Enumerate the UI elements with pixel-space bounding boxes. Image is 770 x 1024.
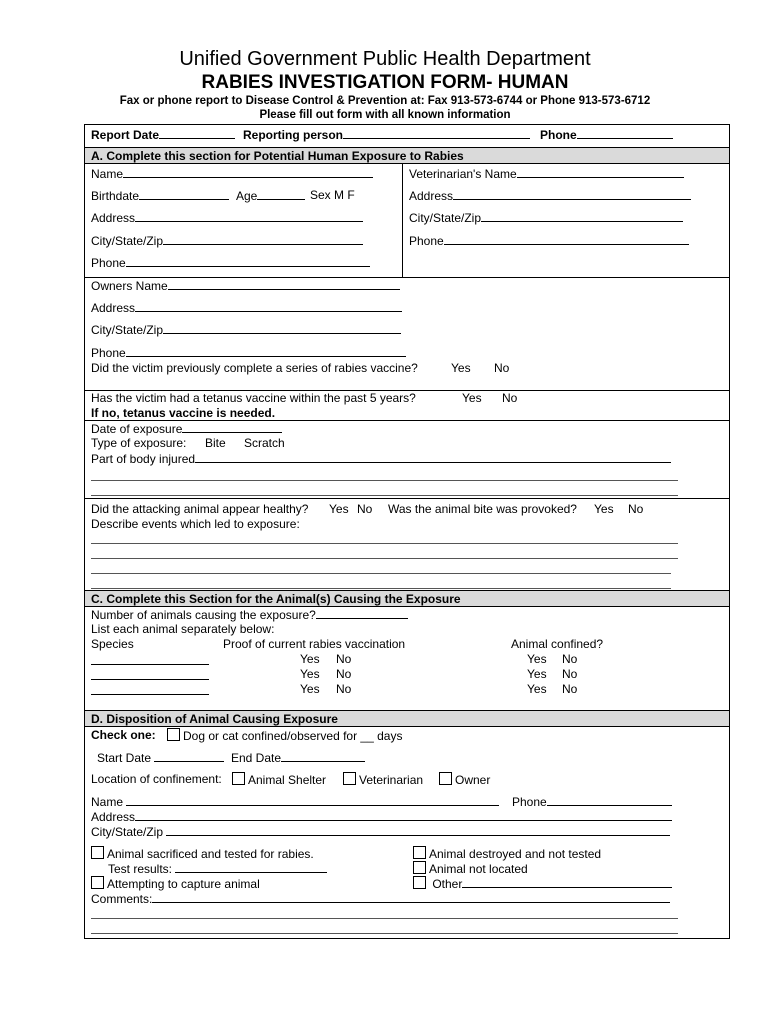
owner-phone-label: Phone	[91, 346, 126, 360]
vaccination-header: Proof of current rabies vaccination	[223, 637, 406, 651]
other-label: Other	[432, 877, 463, 891]
sacrificed-option[interactable]	[91, 846, 314, 861]
owner-phone-field[interactable]	[91, 345, 406, 360]
victim-address-label: Address	[91, 211, 136, 225]
section-d-heading: D. Disposition of Animal Causing Exposure	[91, 712, 338, 726]
disposition-address-field[interactable]	[91, 809, 672, 824]
reporting-person-label: Reporting person	[243, 128, 344, 142]
tetanus-note: If no, tetanus vaccine is needed.	[91, 406, 276, 420]
owner-name-label: Owners Name	[91, 279, 168, 293]
body-part-field[interactable]	[91, 451, 671, 466]
vet-address-field[interactable]	[409, 188, 691, 203]
victim-name-field[interactable]	[91, 166, 373, 181]
capture-label: Attempting to capture animal	[107, 877, 260, 891]
victim-phone-field[interactable]	[91, 255, 370, 270]
not-located-option[interactable]	[413, 861, 528, 876]
victim-city-field[interactable]	[91, 233, 363, 248]
veterinarian-checkbox[interactable]	[343, 772, 356, 785]
vet-address-label: Address	[409, 189, 454, 203]
vet-name-field[interactable]	[409, 166, 684, 181]
start-date-field[interactable]	[97, 750, 224, 765]
animal-count-label: Number of animals causing the exposure?	[91, 608, 316, 622]
shelter-checkbox[interactable]	[232, 772, 245, 785]
victim-phone-label: Phone	[91, 256, 126, 270]
confined-no-1[interactable]: No	[562, 652, 578, 666]
species-header: Species	[91, 637, 134, 651]
vet-phone-label: Phone	[409, 234, 444, 248]
confined-yes-3[interactable]: Yes	[527, 682, 547, 696]
disposition-name-field[interactable]	[91, 794, 499, 809]
fill-instructions: Please fill out form with all known information	[259, 109, 511, 121]
fax-instructions: Fax or phone report to Disease Control & Prevention at: Fax 913-573-6744 or Phone 913-573-6712	[119, 95, 651, 107]
exposure-type-label: Type of exposure:	[91, 436, 187, 450]
owner-checkbox[interactable]	[439, 772, 452, 785]
shelter-option[interactable]	[232, 772, 326, 787]
confined-yes-1[interactable]: Yes	[527, 652, 547, 666]
veterinarian-label: Veterinarian	[359, 773, 424, 787]
shelter-label: Animal Shelter	[248, 773, 327, 787]
location-label: Location of confinement:	[91, 772, 222, 786]
report-phone-label: Phone	[540, 128, 577, 142]
vacc-no-3[interactable]: No	[336, 682, 352, 696]
exposure-date-label: Date of exposure	[91, 422, 183, 436]
healthy-yes-option[interactable]: Yes	[329, 502, 349, 516]
check-one-label: Check one:	[91, 728, 156, 742]
victim-sex-field[interactable]: Sex M F	[310, 188, 355, 202]
department-name: Unified Government Public Health Department	[179, 48, 591, 70]
start-date-label: Start Date	[97, 751, 152, 765]
victim-birthdate-field[interactable]	[91, 188, 229, 203]
confined-no-2[interactable]: No	[562, 667, 578, 681]
disposition-phone-label: Phone	[512, 795, 547, 809]
victim-address-field[interactable]	[91, 210, 363, 225]
species-input-1[interactable]	[91, 664, 209, 665]
destroyed-option[interactable]	[413, 846, 601, 861]
confined-no-3[interactable]: No	[562, 682, 578, 696]
disposition-address-label: Address	[91, 810, 136, 824]
owner-option[interactable]	[439, 772, 490, 787]
exposure-bite-option[interactable]: Bite	[205, 436, 226, 450]
animal-count-field[interactable]	[91, 607, 408, 622]
section-c-heading: C. Complete this Section for the Animal(s) Causing the Exposure	[91, 592, 461, 606]
owner-city-field[interactable]	[91, 322, 401, 337]
disposition-city-label: City/State/Zip	[91, 825, 164, 839]
report-date-label: Report Date	[91, 128, 160, 142]
sacrificed-label: Animal sacrificed and tested for rabies.	[107, 847, 314, 861]
owner-address-label: Address	[91, 301, 136, 315]
end-date-label: End Date	[231, 751, 282, 765]
provoked-question: Was the animal bite was provoked?	[388, 502, 577, 516]
other-checkbox[interactable]	[413, 876, 426, 889]
vet-city-label: City/State/Zip	[409, 211, 482, 225]
form-title: RABIES INVESTIGATION FORM- HUMAN	[201, 72, 569, 93]
sacrificed-checkbox[interactable]	[91, 846, 104, 859]
tetanus-question: Has the victim had a tetanus vaccine within the past 5 years?	[91, 391, 416, 405]
exposure-date-field[interactable]	[91, 421, 282, 436]
rabies-vaccine-question: Did the victim previously complete a series of rabies vaccine?	[91, 361, 418, 375]
owner-name-field[interactable]	[91, 278, 400, 293]
vacc-no-2[interactable]: No	[336, 667, 352, 681]
section-a-heading: A. Complete this section for Potential Human Exposure to Rabies	[91, 149, 464, 163]
report-date-field[interactable]	[91, 127, 235, 142]
rabies-no-option[interactable]: No	[494, 361, 510, 375]
species-input-2[interactable]	[91, 679, 209, 680]
victim-age-label: Age	[236, 189, 258, 203]
describe-events-label: Describe events which led to exposure:	[91, 517, 300, 531]
disposition-city-field[interactable]	[91, 824, 670, 839]
tetanus-yes-option[interactable]: Yes	[462, 391, 482, 405]
disposition-name-label: Name	[91, 795, 124, 809]
owner-city-label: City/State/Zip	[91, 323, 164, 337]
confined-observed-option[interactable]	[167, 728, 402, 743]
species-input-3[interactable]	[91, 694, 209, 695]
vet-name-label: Veterinarian's Name	[409, 167, 517, 181]
comments-field[interactable]	[91, 891, 670, 906]
vet-city-field[interactable]	[409, 210, 683, 225]
victim-age-field[interactable]	[236, 188, 305, 203]
tetanus-no-option[interactable]: No	[502, 391, 518, 405]
vacc-no-1[interactable]: No	[336, 652, 352, 666]
report-phone-field[interactable]	[540, 127, 673, 142]
not-located-label: Animal not located	[429, 862, 528, 876]
victim-name-label: Name	[91, 167, 124, 181]
comments-label: Comments:	[91, 892, 153, 906]
exposure-scratch-option[interactable]: Scratch	[244, 436, 285, 450]
reporting-person-field[interactable]	[243, 127, 530, 142]
vacc-yes-2[interactable]: Yes	[300, 667, 320, 681]
owner-address-field[interactable]	[91, 300, 402, 315]
vacc-yes-1[interactable]: Yes	[300, 652, 320, 666]
owner-label: Owner	[455, 773, 491, 787]
rabies-yes-option[interactable]: Yes	[451, 361, 471, 375]
provoked-yes-option[interactable]: Yes	[594, 502, 614, 516]
veterinarian-option[interactable]	[343, 772, 423, 787]
not-located-checkbox[interactable]	[413, 861, 426, 874]
victim-city-label: City/State/Zip	[91, 234, 164, 248]
confined-yes-2[interactable]: Yes	[527, 667, 547, 681]
vet-phone-field[interactable]	[409, 233, 689, 248]
victim-birthdate-label: Birthdate	[91, 189, 140, 203]
confined-header: Animal confined?	[511, 637, 604, 651]
confined-observed-label: Dog or cat confined/observed for __ days	[183, 729, 403, 743]
provoked-no-option[interactable]: No	[628, 502, 644, 516]
list-animals-label: List each animal separately below:	[91, 622, 275, 636]
body-part-label: Part of body injured	[91, 452, 196, 466]
test-results-label: Test results:	[108, 862, 173, 876]
disposition-phone-field[interactable]	[512, 794, 672, 809]
end-date-field[interactable]	[231, 750, 365, 765]
destroyed-checkbox[interactable]	[413, 846, 426, 859]
confined-checkbox[interactable]	[167, 728, 180, 741]
other-option[interactable]	[413, 876, 672, 891]
healthy-question: Did the attacking animal appear healthy?	[91, 502, 309, 516]
destroyed-label: Animal destroyed and not tested	[429, 847, 602, 861]
vacc-yes-3[interactable]: Yes	[300, 682, 320, 696]
healthy-no-option[interactable]: No	[357, 502, 373, 516]
test-results-field[interactable]	[108, 861, 327, 876]
capture-option[interactable]	[91, 876, 260, 891]
capture-checkbox[interactable]	[91, 876, 104, 889]
